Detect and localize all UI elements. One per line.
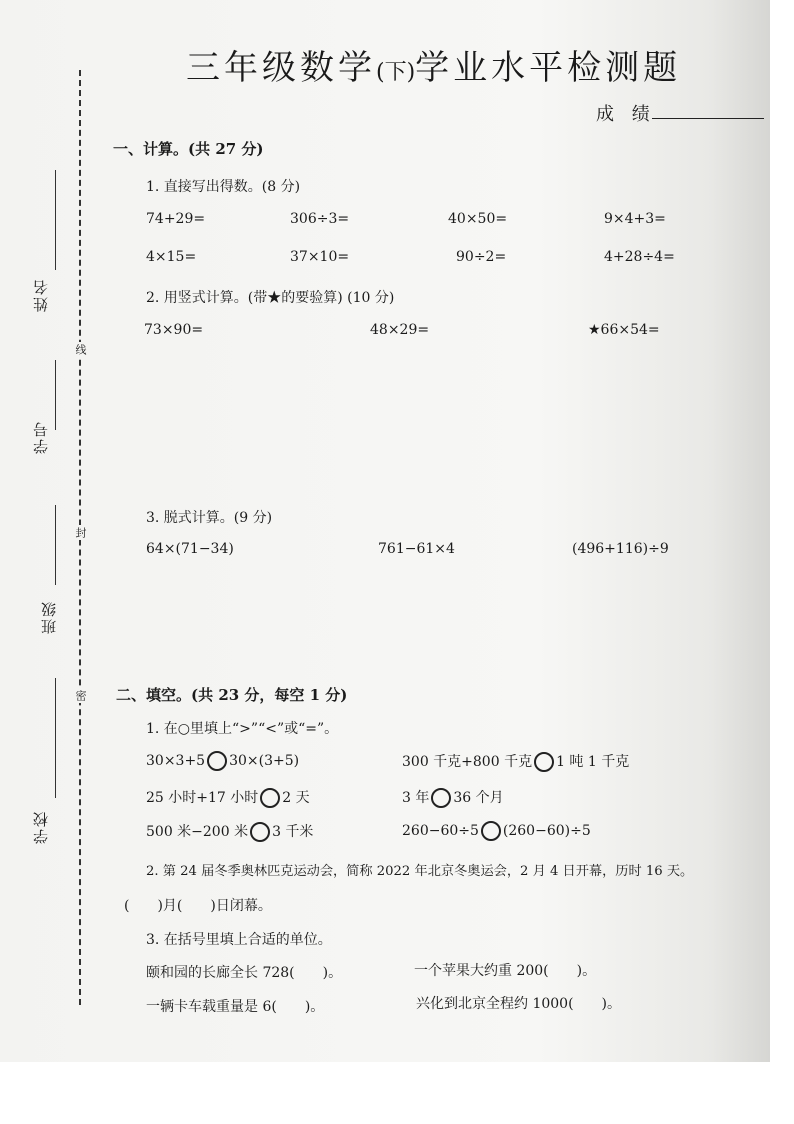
compare-left: 500 米−200 米 [146,824,249,840]
compare-item [402,821,591,841]
compare-right: 3 千米 [272,824,314,840]
calc-item: 40×50= [448,211,508,227]
class-label: 班级 [40,600,58,634]
binding-mark-xian: 线 [74,344,87,355]
name-blank-line [55,170,56,270]
score-blank-line [652,118,764,119]
compare-circle[interactable] [481,821,501,841]
compare-item [402,787,504,808]
unit-fill-item: 颐和园的长廊全长 728( )。 [146,965,343,981]
compare-left: 300 千克+800 千克 [402,754,533,770]
calc-item: 306÷3= [290,211,350,227]
page-title [186,40,681,89]
compare-circle[interactable] [207,751,227,771]
compare-left: 30×3+5 [146,753,206,769]
calc-item: 4×15= [146,249,197,265]
score-label: 成 绩 [596,104,656,125]
q2-1-title: 1. 在○里填上“>”“<”或“=”。 [146,721,339,737]
calc-item: 4+28÷4= [604,249,675,265]
compare-left: 3 年 [402,790,430,806]
q2-2-text: 2. 第 24 届冬季奥林匹克运动会，简称 2022 年北京冬奥运会，2 月 4 日开幕，历时 16 天。 [146,864,694,879]
q1-1-title: 1. 直接写出得数。(8 分) [146,179,301,195]
compare-item [402,751,629,772]
unit-fill-item: 一个苹果大约重 200( )。 [414,963,597,979]
class-blank-line [55,505,56,585]
section-1-heading: 一、计算。(共 27 分) [113,140,264,158]
number-blank-line [55,360,56,430]
q2-3-title: 3. 在括号里填上合适的单位。 [146,932,332,948]
calc-item: 90÷2= [456,249,507,265]
compare-right: 2 天 [282,790,310,806]
binding-mark-feng: 封 [74,527,87,538]
compare-circle[interactable] [250,822,270,842]
unit-fill-item: 兴化到北京全程约 1000( )。 [416,996,622,1012]
vertical-calc-item: ★66×54= [588,322,660,338]
compare-circle[interactable] [534,752,554,772]
compare-item [146,787,310,808]
step-calc-item: (496+116)÷9 [572,541,669,557]
q2-2-answer-line: ( )月( )日闭幕。 [124,898,272,914]
title-paren: (下) [376,60,416,85]
number-label: 学号 [32,420,50,454]
calc-item: 37×10= [290,249,350,265]
vertical-calc-item: 48×29= [370,322,430,338]
compare-left: 25 小时+17 小时 [146,790,259,806]
compare-right: 30×(3+5) [229,753,300,769]
school-label: 学校 [32,810,50,844]
title-main-a: 三年级数学 [186,48,376,88]
compare-right: 1 吨 1 千克 [556,754,630,770]
title-main-b: 学业水平检测题 [415,48,682,88]
step-calc-item: 64×(71−34) [146,541,234,557]
name-label: 姓名 [32,278,50,312]
compare-circle[interactable] [260,788,280,808]
q1-3-title: 3. 脱式计算。(9 分) [146,510,273,526]
compare-circle[interactable] [431,788,451,808]
binding-mark-mi: 密 [74,690,87,701]
vertical-calc-item: 73×90= [144,322,204,338]
compare-item [146,821,313,842]
compare-right: (260−60)÷5 [502,823,591,839]
compare-item [146,751,299,771]
calc-item: 9×4+3= [604,211,666,227]
compare-left: 260−60÷5 [402,823,479,839]
compare-right: 36 个月 [453,790,504,806]
step-calc-item: 761−61×4 [378,541,455,557]
school-blank-line [55,678,56,798]
section-2-heading: 二、填空。(共 23 分，每空 1 分) [116,686,348,704]
unit-fill-item: 一辆卡车载重量是 6( )。 [146,999,325,1015]
calc-item: 74+29= [146,211,206,227]
q1-2-title: 2. 用竖式计算。(带★的要验算) (10 分) [146,290,395,306]
